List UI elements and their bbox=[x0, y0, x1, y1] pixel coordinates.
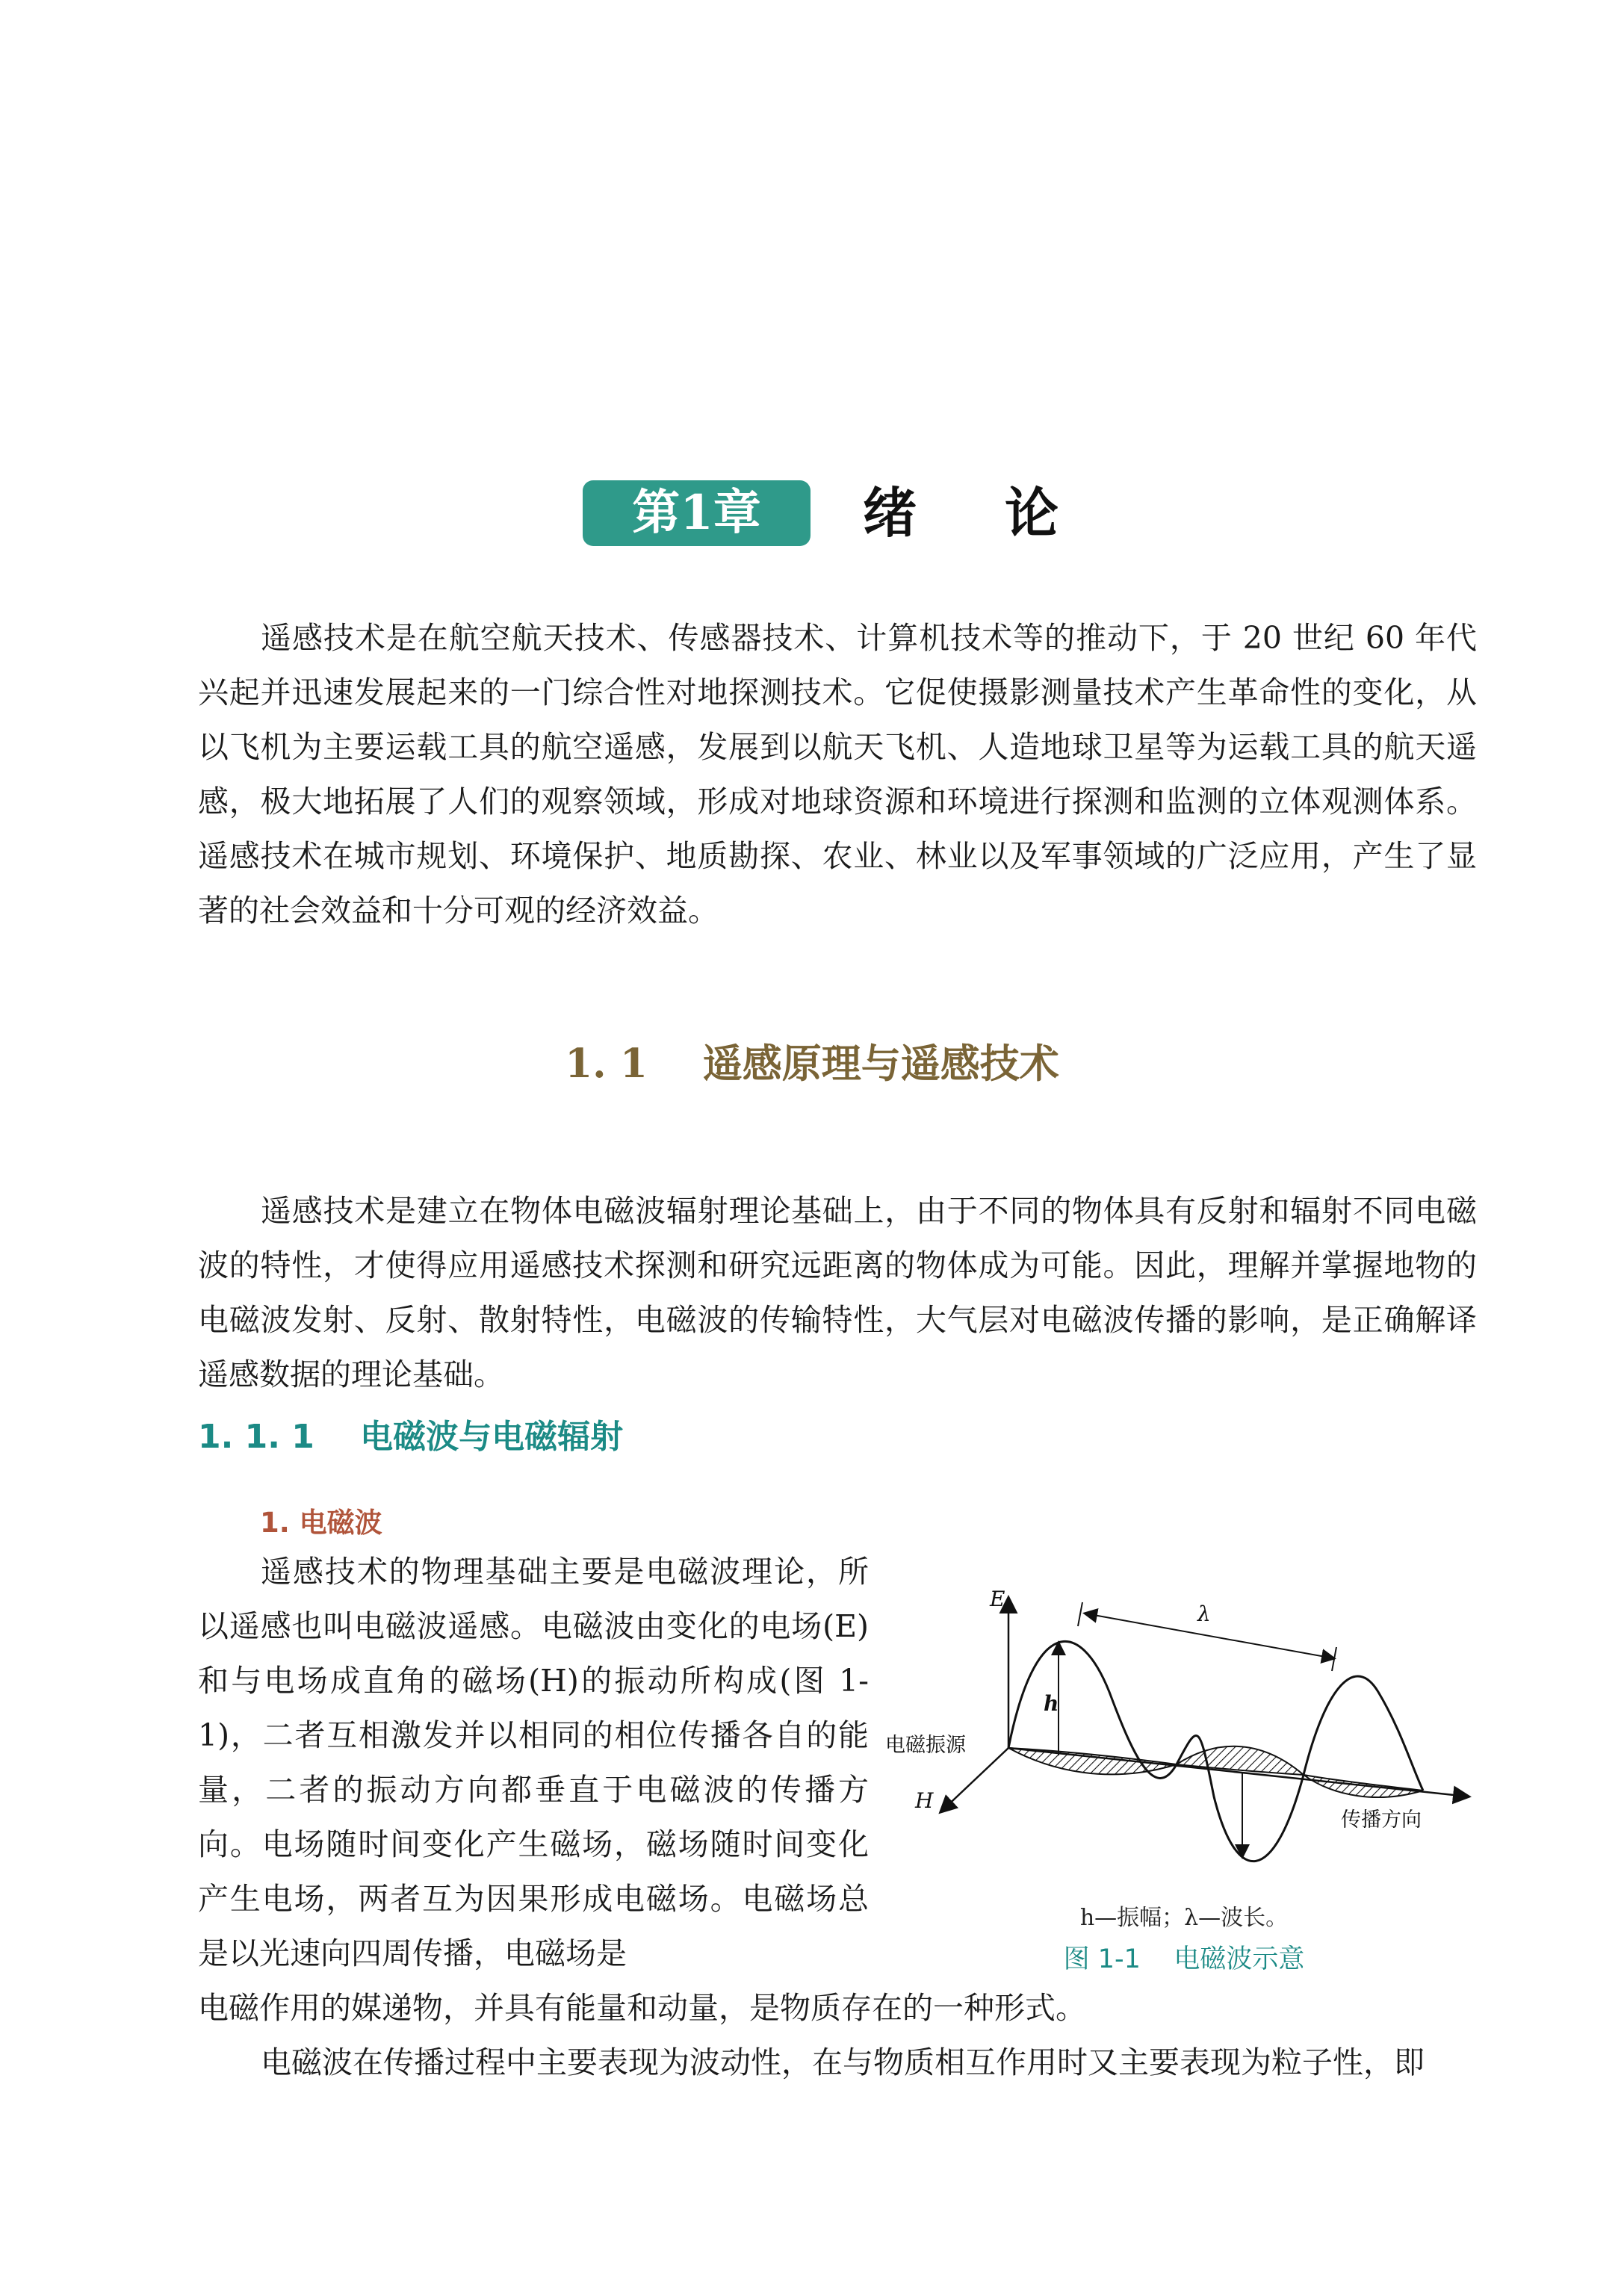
figure-note: h—振幅；λ—波长。 bbox=[1079, 1905, 1289, 1931]
wavelength-tick-left bbox=[1078, 1602, 1082, 1626]
label-direction: 传播方向 bbox=[1341, 1808, 1422, 1832]
h-field-lobe-3 bbox=[1304, 1775, 1423, 1797]
figure-em-wave bbox=[885, 1572, 1483, 1991]
chapter-title: 绪论 bbox=[863, 481, 1147, 545]
h-field-lobe-2 bbox=[1177, 1746, 1304, 1775]
h-field-lobe-1 bbox=[1008, 1748, 1177, 1774]
chapter-heading bbox=[0, 480, 1624, 548]
label-h-axis: H bbox=[915, 1788, 934, 1813]
h-axis bbox=[941, 1748, 1008, 1811]
label-wavelength: λ bbox=[1197, 1602, 1211, 1626]
intro-paragraph: 遥感技术是在航空航天技术、传感器技术、计算机技术等的推动下，于 20 世纪 60 年代兴起并迅速发展起来的一门综合性对地探测技术。它促使摄影测量技术产生革命性的变化，从以飞机为主要运载工具的航空遥感，发展到以航天飞机、人造地球卫星等为运载工具的航天遥感，极大地拓展了人们的观察领域，形成对地球资源和环境进行探测和监测的立体观测体系。遥感技术在城市规划、环境保护、地质勘探、农业、林业以及军事领域的广泛应用，产生了显著的社会效益和十分可观的经济效益。 bbox=[198, 620, 1477, 929]
wavelength-tick-right bbox=[1332, 1647, 1336, 1671]
em-paragraph-wrapped: 遥感技术的物理基础主要是电磁波理论，所以遥感也叫电磁波遥感。电磁波由变化的电场(E)和与电场成直角的磁场(H)的振动所构成(图 1-1)，二者互相激发并以相同的相位传播各自的能量，二者的振动方向都垂直于电磁波的传播方向。电场随时间变化产生磁场，磁场随时间变化产生电场，两者互为因果形成电磁场。电磁场总是以光速向四周传播，电磁场是 bbox=[198, 1554, 869, 1971]
subsection-title: 1. 1. 1 电磁波与电磁辐射 bbox=[198, 1418, 624, 1456]
section-title: 1. 1 遥感原理与遥感技术 bbox=[565, 1041, 1059, 1087]
last-paragraph: 电磁波在传播过程中主要表现为波动性，在与物质相互作用时又主要表现为粒子性，即 bbox=[261, 2045, 1425, 2080]
em-paragraph-continued: 电磁作用的媒递物，并具有能量和动量，是物质存在的一种形式。 bbox=[198, 1990, 1086, 2026]
chapter-number-badge: 第1章 bbox=[583, 480, 811, 546]
label-amplitude: h bbox=[1044, 1691, 1059, 1716]
figure-caption: 图 1-1 电磁波示意 bbox=[1063, 1944, 1305, 1974]
em-wave-diagram bbox=[885, 1572, 1483, 1894]
label-source: 电磁振源 bbox=[885, 1734, 966, 1757]
label-e: E bbox=[990, 1587, 1005, 1611]
subsubsection-title: 1. 电磁波 bbox=[260, 1507, 382, 1539]
section-paragraph: 遥感技术是建立在物体电磁波辐射理论基础上，由于不同的物体具有反射和辐射不同电磁波的特性，才使得应用遥感技术探测和研究远距离的物体成为可能。因此，理解并掌握地物的电磁波发射、反射、散射特性，电磁波的传输特性，大气层对电磁波传播的影响，是正确解译遥感数据的理论基础。 bbox=[198, 1193, 1477, 1392]
